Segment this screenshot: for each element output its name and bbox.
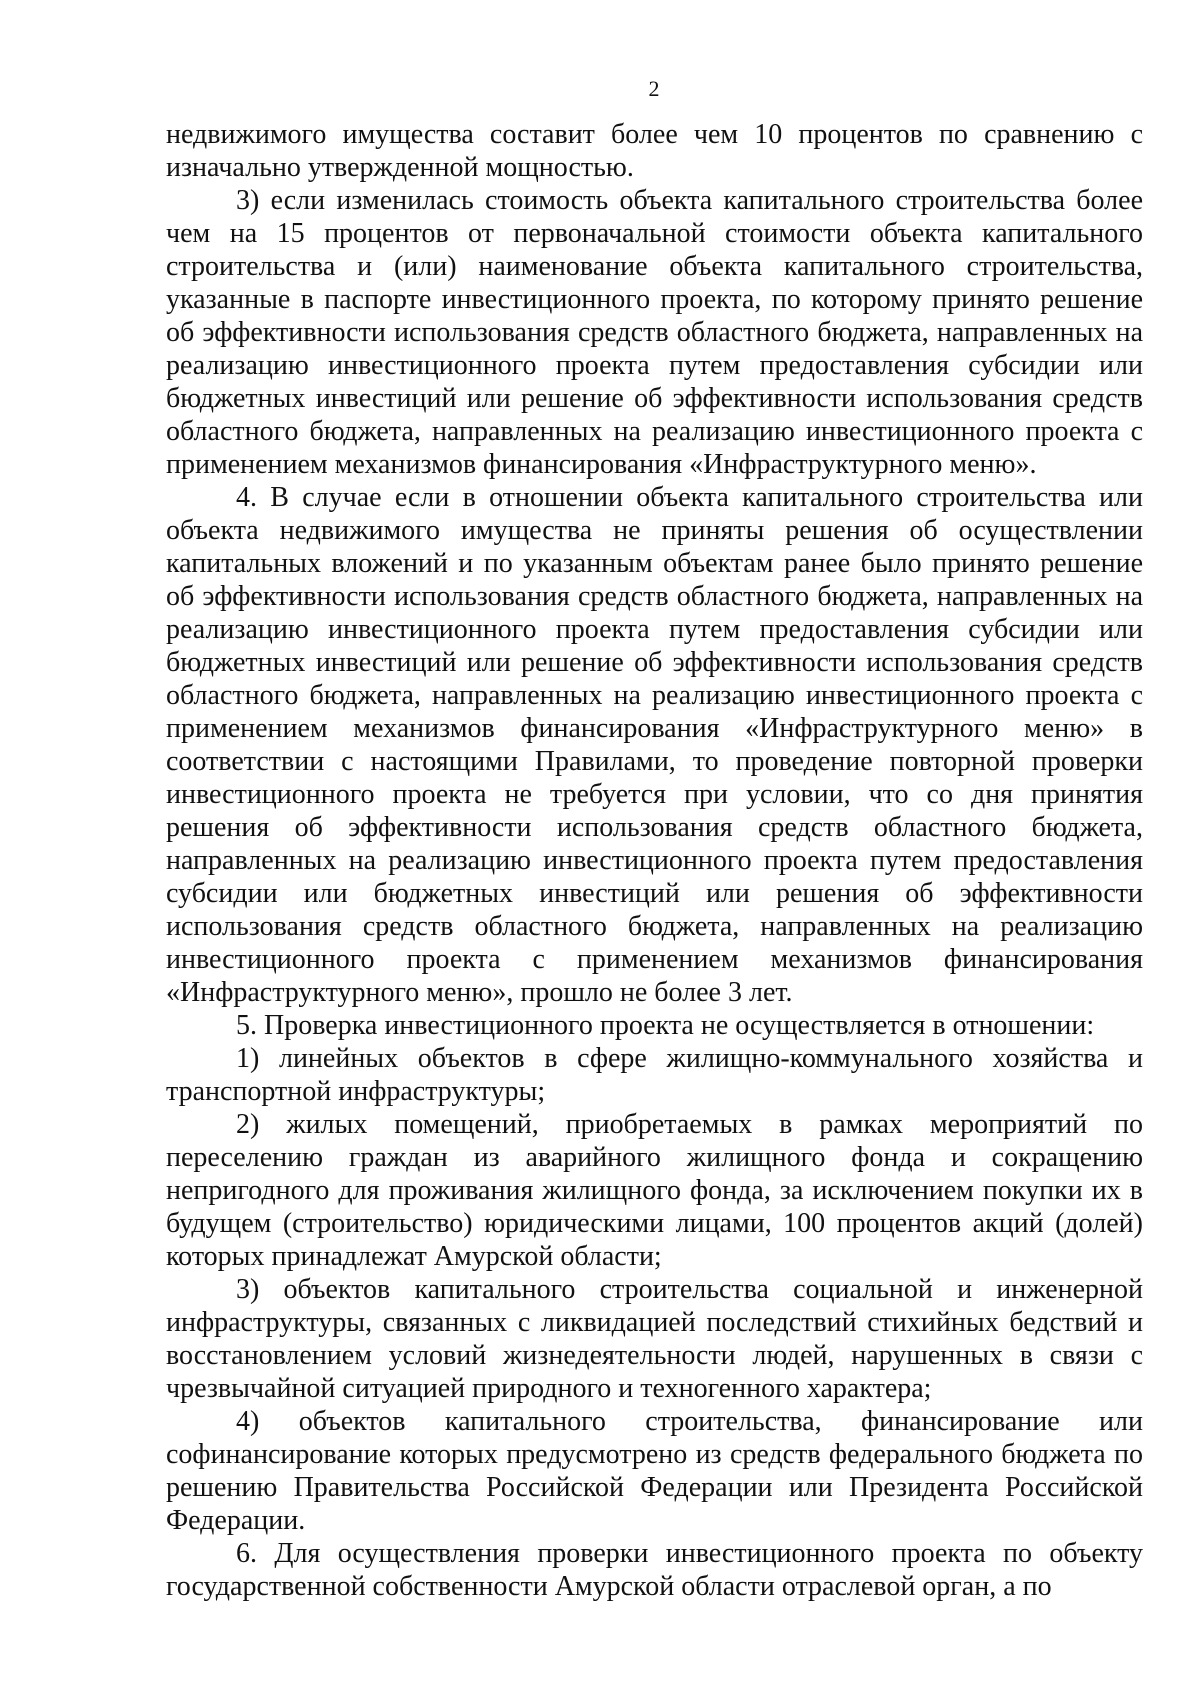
- paragraph-section-5: 5. Проверка инвестиционного проекта не осуществляется в отношении:: [236, 1010, 1095, 1041]
- paragraph-item-4-federal: 4) объектов капитального строительства, финансирование или софинансирование которых предусмотрено из средств федерального бюджета по решению Правительства Российской Федерации или Президента Российской Федерации.: [166, 1406, 1143, 1536]
- paragraph-item-2-residential: 2) жилых помещений, приобретаемых в рамках мероприятий по переселению граждан из аварийного жилищного фонда и сокращению непригодного для проживания жилищного фонда, за исключением покупки их в будущем (строительство) юридическими лицами, 100 процентов акций (долей) которых принадлежат Амурской области;: [166, 1109, 1143, 1272]
- page-number: 2: [648, 76, 660, 101]
- document-body: [166, 118, 1143, 1603]
- paragraph-continuation: недвижимого имущества составит более чем 10 процентов по сравнению с изначально утвержденной мощностью.: [166, 119, 1143, 183]
- paragraph-item-1-linear-objects: 1) линейных объектов в сфере жилищно-коммунального хозяйства и транспортной инфраструктуры;: [166, 1043, 1143, 1107]
- paragraph-item-3-disaster: 3) объектов капитального строительства социальной и инженерной инфраструктуры, связанных с ликвидацией последствий стихийных бедствий и восстановлением условий жизнедеятельности людей, нарушенных в связи с чрезвычайной ситуацией природного и техногенного характера;: [166, 1274, 1143, 1404]
- paragraph-item-3-cost-change: 3) если изменилась стоимость объекта капитального строительства более чем на 15 процентов от первоначальной стоимости объекта капитального строительства и (или) наименование объекта капитального строительства, указанные в паспорте инвестиционного проекта, по которому принято решение об эффективности использования средств областного бюджета, направленных на реализацию инвестиционного проекта путем предоставления субсидии или бюджетных инвестиций или решение об эффективности использования средств областного бюджета, направленных на реализацию инвестиционного проекта с применением механизмов финансирования «Инфраструктурного меню».: [166, 185, 1143, 480]
- paragraph-section-6: 6. Для осуществления проверки инвестиционного проекта по объекту государственной собственности Амурской области отраслевой орган, а по: [166, 1538, 1143, 1602]
- paragraph-section-4: 4. В случае если в отношении объекта капитального строительства или объекта недвижимого имущества не приняты решения об осуществлении капитальных вложений и по указанным объектам ранее было принято решение об эффективности использования средств областного бюджета, направленных на реализацию инвестиционного проекта путем предоставления субсидии или бюджетных инвестиций или решение об эффективности использования средств областного бюджета, направленных на реализацию инвестиционного проекта с применением механизмов финансирования «Инфраструктурного меню» в соответствии с настоящими Правилами, то проведение повторной проверки инвестиционного проекта не требуется при условии, что со дня принятия решения об эффективности использования средств областного бюджета, направленных на реализацию инвестиционного проекта путем предоставления субсидии или бюджетных инвестиций или решения об эффективности использования средств областного бюджета, направленных на реализацию инвестиционного проекта с применением механизмов финансирования «Инфраструктурного меню», прошло не более 3 лет.: [166, 482, 1143, 1008]
